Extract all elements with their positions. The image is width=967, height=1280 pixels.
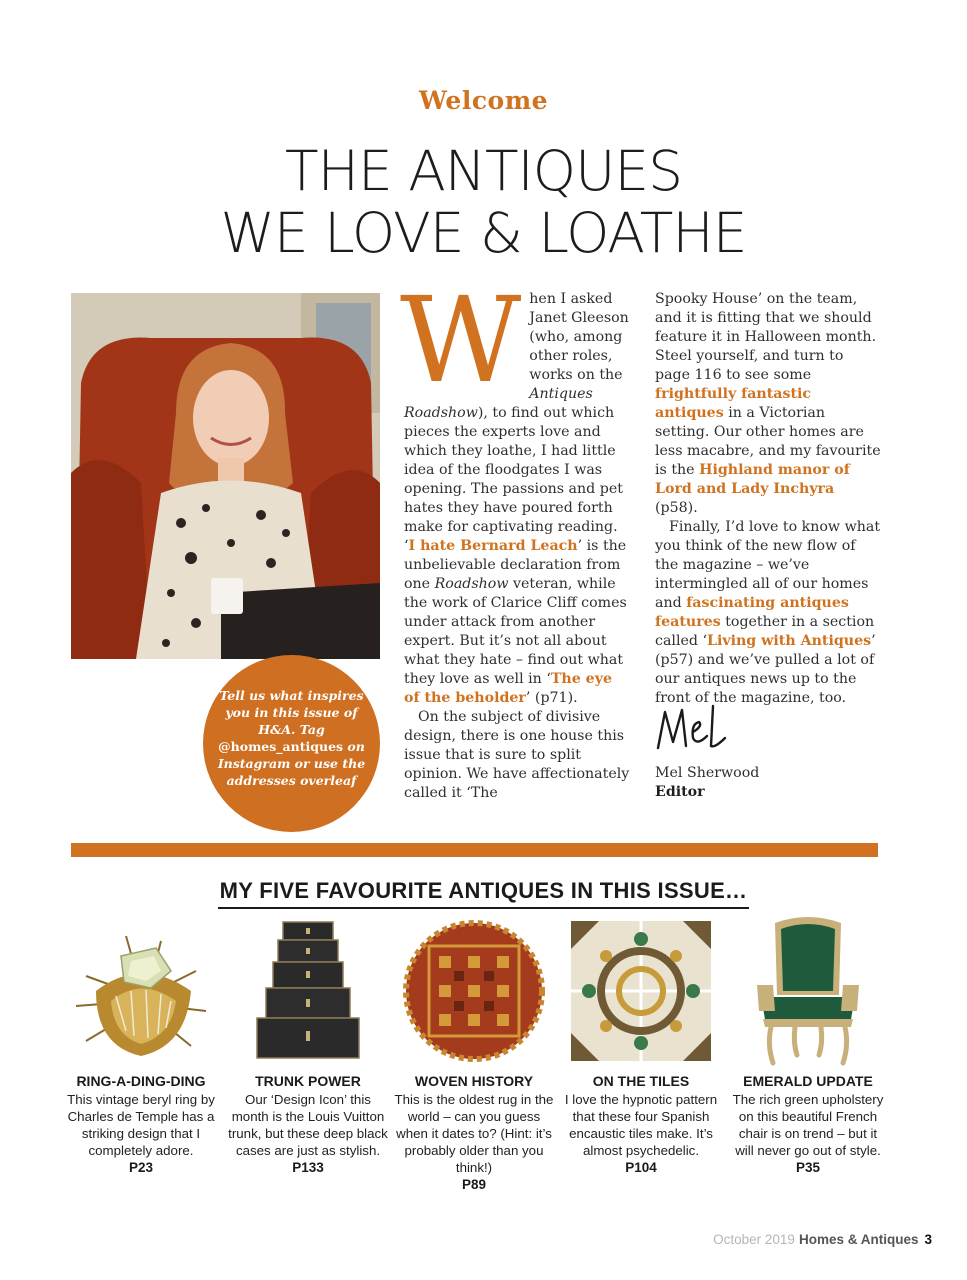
favourite-description: This is the oldest rug in the world – can you guess when it dates to? (Hint: it’s probably older than you think!) <box>394 1092 554 1175</box>
article-paragraph: On the subject of divisive design, there is one house this issue that is sure to split opinion. We have affectionately called it ‘The <box>404 709 630 801</box>
rug-image <box>394 915 554 1067</box>
favourite-item[interactable] <box>228 915 388 1176</box>
article-link[interactable]: Highland manor of Lord and Lady Inchyra <box>655 462 850 497</box>
editor-name: Mel Sherwood <box>655 765 760 781</box>
article-paragraph: Spooky House’ on the team, and it is fitting that we should feature it in Halloween month. Steel yourself, and turn to page 116 to see some frightfully fantastic antiques in a Victorian setting. Our other homes are less macabre, and my favourite is the Highland manor of Lord and Lady Inchyra (p58). <box>655 291 881 516</box>
page-footer <box>713 1232 932 1247</box>
chair-image <box>728 915 888 1067</box>
article-link[interactable]: The eye of the beholder <box>404 671 612 706</box>
editor-signoff <box>655 764 759 802</box>
favourite-page: P23 <box>128 1160 154 1175</box>
favourite-item[interactable] <box>561 915 721 1176</box>
favourite-page: P35 <box>795 1160 821 1175</box>
article-column-2 <box>655 290 881 708</box>
page-number: 3 <box>924 1232 932 1247</box>
favourite-title: WOVEN HISTORY <box>414 1073 534 1089</box>
favourite-page: P104 <box>625 1160 657 1175</box>
editor-role: Editor <box>655 784 705 800</box>
favourite-page: P89 <box>461 1177 487 1192</box>
issue-date: October 2019 <box>713 1232 795 1247</box>
editor-photo <box>71 293 380 659</box>
favourite-description: I love the hypnotic pattern that these four Spanish encaustic tiles make. It’s almost psychedelic. <box>564 1092 718 1158</box>
favourite-description: Our ‘Design Icon’ this month is the Louis Vuitton trunk, but these deep black cases are just as stylish. <box>228 1092 388 1158</box>
trunks-image <box>228 915 388 1067</box>
magazine-name: Homes & Antiques <box>798 1232 919 1247</box>
article-link[interactable]: fascinating antiques features <box>655 595 849 630</box>
section-divider <box>71 843 878 857</box>
ring-image <box>61 915 221 1067</box>
favourite-title: RING-A-DING-DING <box>76 1073 206 1089</box>
favourite-title: ON THE TILES <box>592 1073 690 1089</box>
article-link[interactable]: Living with Antiques <box>706 633 872 649</box>
article-paragraph: When I asked Janet Gleeson (who, among other roles, works on the Antiques Roadshow), to find out which pieces the experts love and which they loathe, I had little idea of the floodgates I was opening. The passions and pet hates they have poured forth make for captivating reading. ‘I hate Bernard Leach’ is the unbelievable declaration from one Roadshow veteran, while the work of Clarice Cliff comes under attack from another expert. But it’s not all about what they hate – find out what they love as well in ‘The eye of the beholder’ (p71). <box>400 271 629 706</box>
instagram-handle[interactable]: @homes_antiques <box>218 739 344 754</box>
article-link[interactable]: I hate Bernard Leach <box>408 538 578 554</box>
favourite-title: TRUNK POWER <box>255 1073 361 1089</box>
title-line-2: WE LOVE & LOATHE <box>220 201 747 265</box>
favourites-heading: MY FIVE FAVOURITE ANTIQUES IN THIS ISSUE… <box>0 878 967 909</box>
instagram-callout: Tell us what inspires you in this issue of H&A. Tag @homes_antiques on Instagram or use the addresses overleaf <box>203 655 380 832</box>
favourite-item[interactable] <box>394 915 554 1193</box>
article-paragraph: Finally, I’d love to know what you think of the new flow of the magazine – we’ve intermingled all of our homes and fascinating antiques features together in a section called ‘Living with Antiques’ (p57) and we’ve pulled a lot of our antiques news up to the front of the magazine, too. <box>655 519 881 706</box>
favourite-page: P133 <box>292 1160 324 1175</box>
favourite-item[interactable] <box>728 915 888 1176</box>
section-kicker: Welcome <box>418 86 549 115</box>
title-line-1: THE ANTIQUES <box>285 139 682 203</box>
editor-signature <box>655 702 735 754</box>
favourite-description: The rich green upholstery on this beautiful French chair is on trend – but it will never go out of style. <box>732 1092 884 1158</box>
drop-cap: W <box>400 271 522 409</box>
article-link[interactable]: frightfully fantastic antiques <box>655 386 812 421</box>
favourite-item[interactable] <box>61 915 221 1176</box>
favourite-title: EMERALD UPDATE <box>743 1073 873 1089</box>
page-title <box>0 140 967 264</box>
favourite-description: This vintage beryl ring by Charles de Temple has a striking design that I completely adore. <box>67 1092 215 1158</box>
article-column-1 <box>400 271 630 803</box>
tiles-image <box>561 915 721 1067</box>
